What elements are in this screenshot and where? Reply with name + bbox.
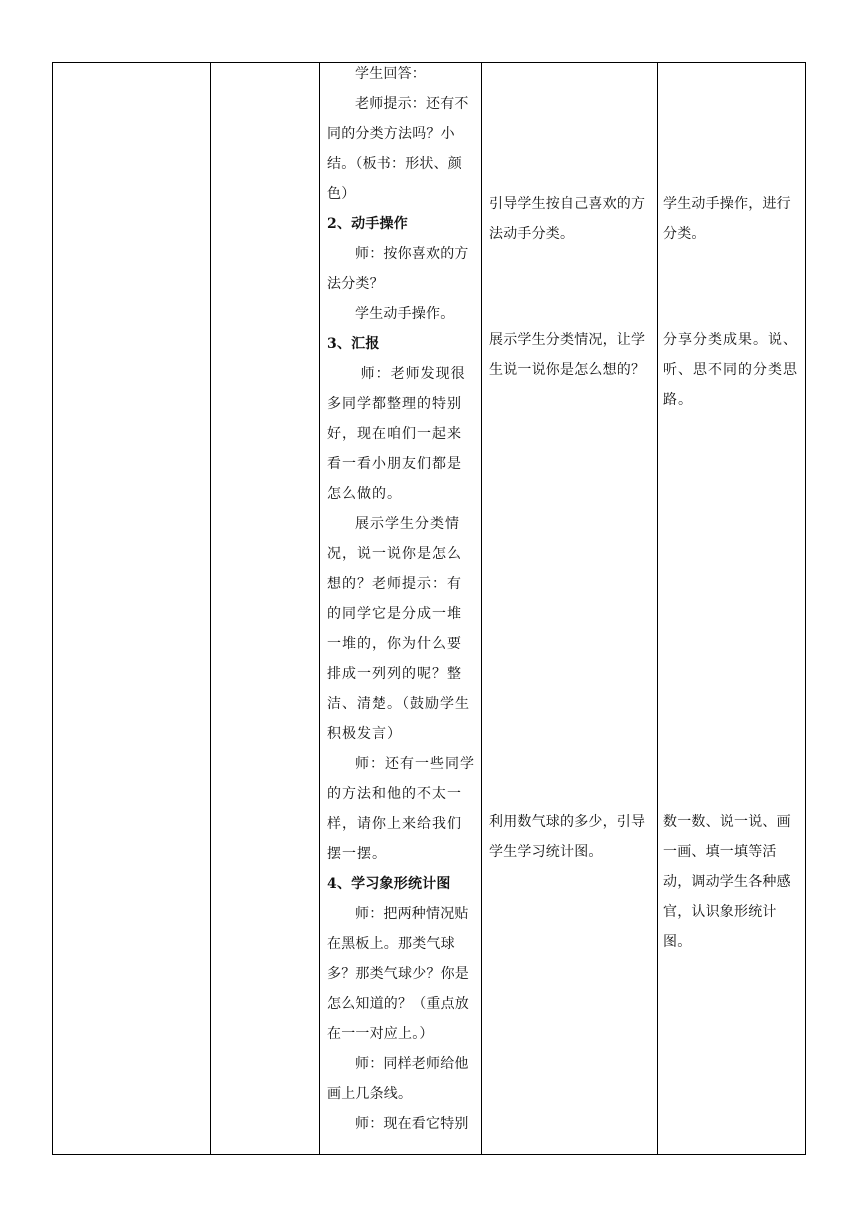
teacher-activity: 展示学生分类情况，让学生说一说你是怎么想的？ <box>489 332 646 378</box>
process-line: 师：还有一些同学的方法和他的不太一样，请你上来给我们摆一摆。 <box>327 756 475 862</box>
process-line: 师：把两种情况贴在黑板上。那类气球多？那类气球少？你是怎么知道的？（重点放在一一对应上。） <box>327 906 469 1042</box>
process-heading: 3、汇报 <box>327 336 380 352</box>
column-divider <box>319 63 320 1154</box>
process-line: 师：同样老师给他画上几条线。 <box>327 1056 469 1102</box>
process-line: 老师提示：还有不同的分类方法吗？小结。（板书：形状、颜色） <box>327 96 469 202</box>
process-line: 学生动手操作。 <box>355 306 455 322</box>
process-line: 师：老师发现很多同学都整理的特别好，现在咱们一起来看一看小朋友们都是怎么做的。 <box>327 366 466 502</box>
column-divider <box>481 63 482 1154</box>
process-line: 师：现在看它特别 <box>355 1116 469 1132</box>
student-activity: 数一数、说一说、画一画、填一填等活动，调动学生各种感官，认识象形统计图。 <box>663 814 791 950</box>
student-activity: 分享分类成果。说、听、思不同的分类思路。 <box>663 332 798 408</box>
process-heading: 2、动手操作 <box>327 216 408 232</box>
process-line: 展示学生分类情况，说一说你是怎么想的？老师提示：有的同学它是分成一堆一堆的，你为什么要排成一列列的呢？整洁、清楚。（鼓励学生积极发言） <box>327 516 470 742</box>
column-process <box>327 59 475 1154</box>
column-stage <box>53 63 210 1154</box>
column-divider <box>657 63 658 1154</box>
lesson-plan-table <box>52 62 806 1155</box>
process-heading: 4、学习象形统计图 <box>327 876 451 892</box>
process-line: 学生回答： <box>355 66 426 82</box>
column-content <box>211 63 319 1154</box>
student-activity: 学生动手操作，进行分类。 <box>663 196 791 242</box>
process-line: 师：按你喜欢的方法分类？ <box>327 246 469 292</box>
teacher-activity: 引导学生按自己喜欢的方法动手分类。 <box>489 196 646 242</box>
teacher-activity: 利用数气球的多少，引导学生学习统计图。 <box>489 814 646 860</box>
